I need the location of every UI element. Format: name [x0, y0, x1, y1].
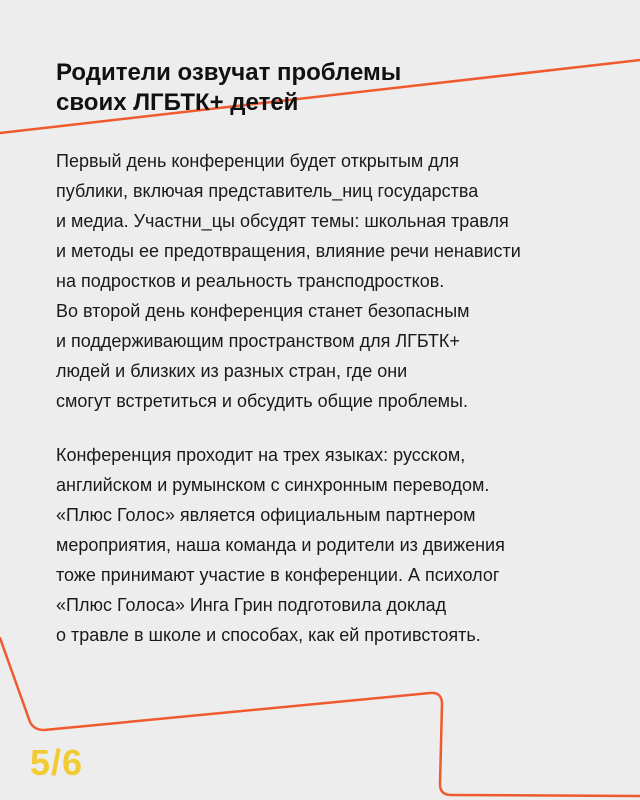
page-number: 5/6 [30, 742, 84, 783]
text-line: мероприятия, наша команда и родители из движения [56, 535, 505, 555]
text-line: «Плюс Голос» является официальным партнером [56, 505, 476, 525]
text-line: смогут встретиться и обсудить общие проблемы. [56, 391, 468, 411]
text-line: людей и близких из разных стран, где они [56, 361, 408, 381]
text-line: и методы ее предотвращения, влияние речи ненависти [56, 241, 521, 261]
text-line: «Плюс Голоса» Инга Грин подготовила доклад [56, 595, 447, 615]
text-line: тоже принимают участие в конференции. А психолог [56, 565, 500, 585]
text-line: Конференция проходит на трех языках: русском, [56, 445, 466, 465]
text-line: о травле в школе и способах, как ей противстоять. [56, 625, 481, 645]
slide-body [56, 146, 616, 674]
paragraph-2 [56, 440, 616, 650]
text-line: английском и румынском с синхронным переводом. [56, 475, 490, 495]
title-line: своих ЛГБТК+ детей [56, 89, 299, 116]
text-line: и медиа. Участни_цы обсудят темы: школьная травля [56, 211, 509, 231]
text-line: публики, включая представитель_ниц государства [56, 181, 479, 201]
text-line: и поддерживающим пространством для ЛГБТК+ [56, 331, 460, 351]
text-line: Первый день конференции будет открытым для [56, 151, 460, 171]
slide-title [56, 58, 596, 118]
paragraph-1 [56, 146, 616, 416]
title-line: Родители озвучат проблемы [56, 59, 402, 86]
text-line: на подростков и реальность трансподростков. [56, 271, 445, 291]
text-line: Во второй день конференция станет безопасным [56, 301, 470, 321]
